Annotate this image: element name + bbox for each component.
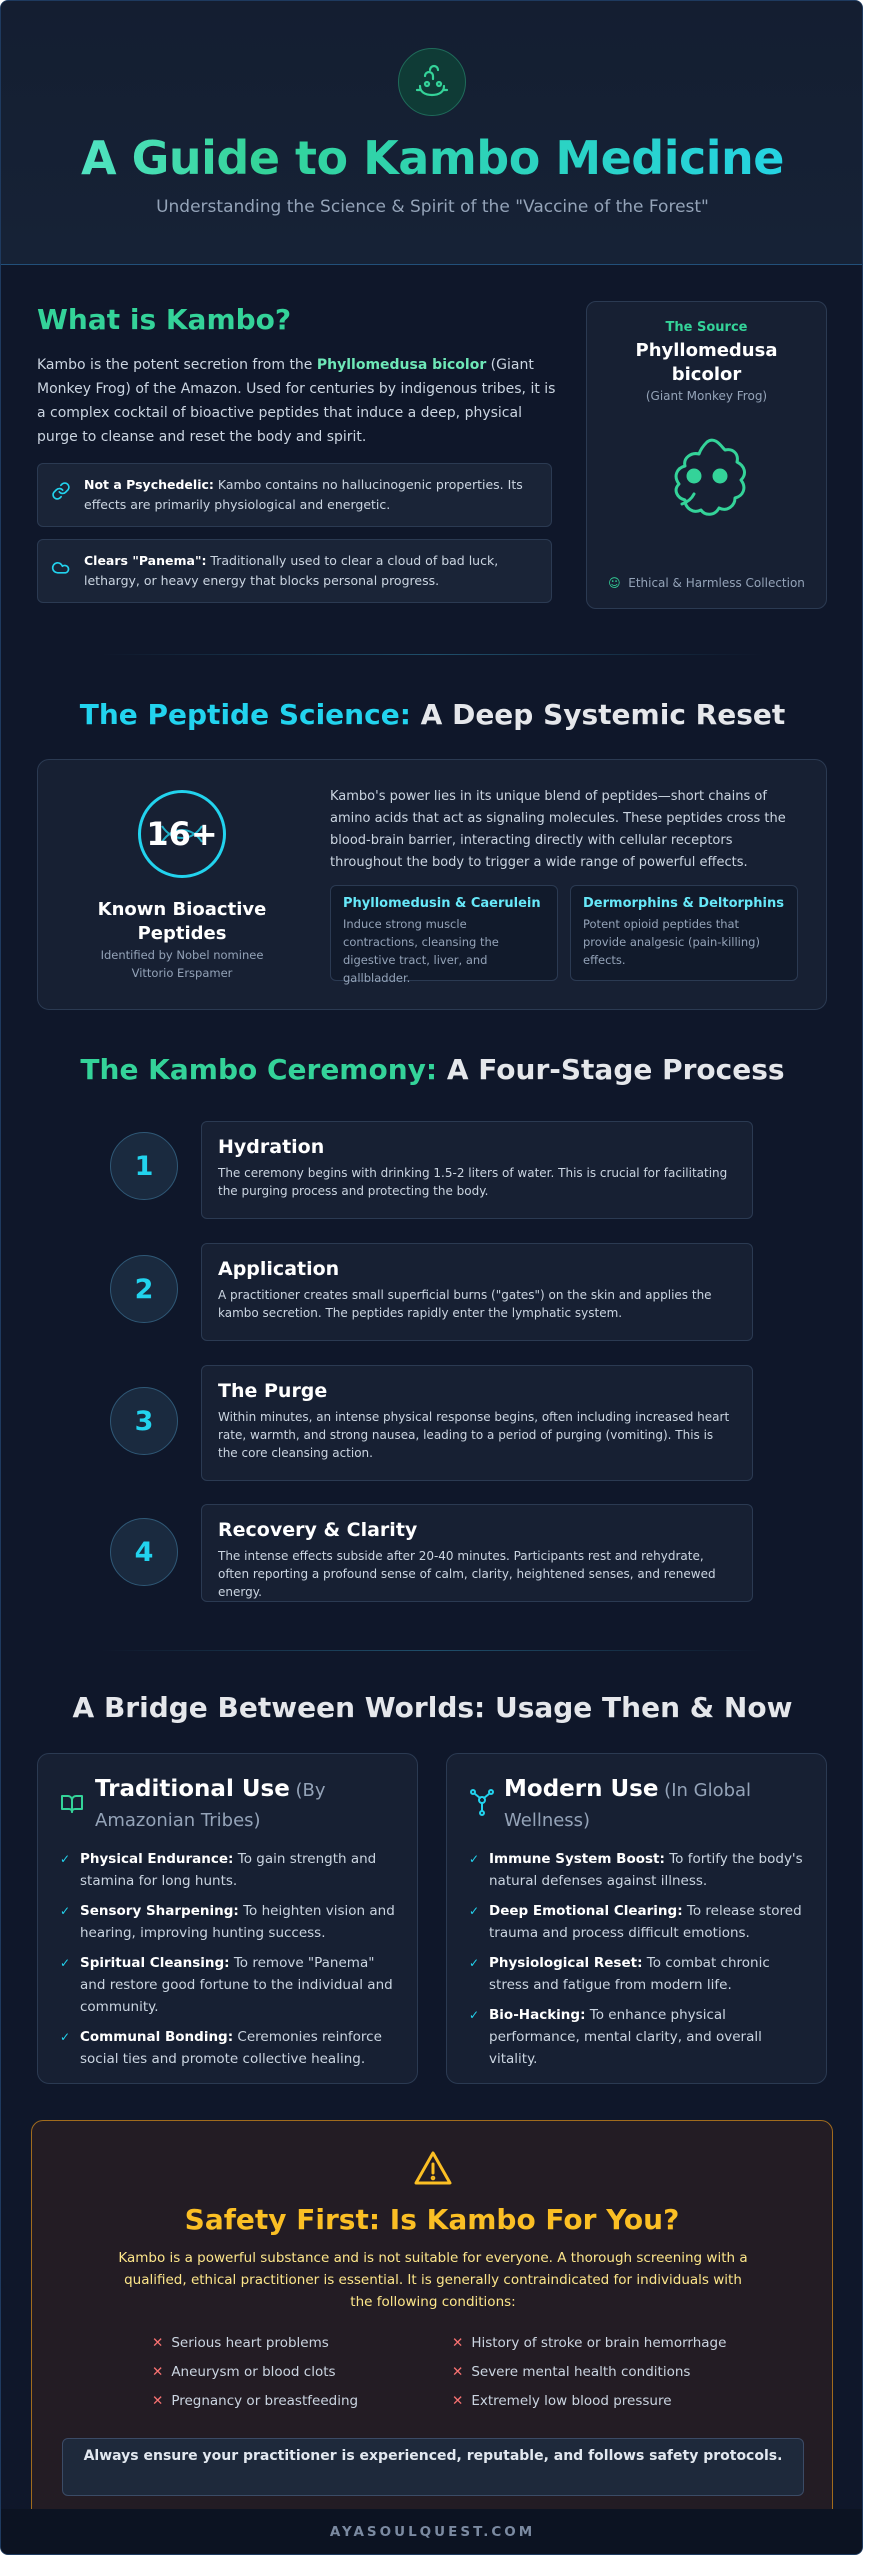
safety-text: Kambo is a powerful substance and is not suitable for everyone. A thorough screening with a qualified, ethical practitioner is essential. It is generally contraindicated for individuals with the following conditions:	[118, 2250, 748, 2310]
fact-clears-panema: Clears "Panema": Traditionally used to clear a cloud of bad luck, lethargy, or heavy energy that blocks personal progress.	[37, 539, 552, 603]
peptide-count-badge: 16+	[138, 790, 226, 878]
check-icon: ✓	[60, 1956, 71, 1970]
list-item: ✓ Physical Endurance: To gain strength and stamina for long hunts.	[60, 1848, 400, 1892]
list-item: ✓ Physiological Reset: To combat chronic stress and fatigue from modern life.	[469, 1952, 809, 1996]
check-icon: ✓	[469, 1904, 480, 1918]
ceremony-section-title: The Kambo Ceremony: A Four-Stage Process	[80, 1053, 785, 1086]
x-icon: ✕	[452, 2364, 464, 2380]
modern-use-title: Modern Use (In Global Wellness)	[504, 1776, 752, 1831]
peptide-description: Kambo's power lies in its unique blend of peptides—short chains of amino acids that act as signaling molecules. These peptides cross the blood-brain barrier, interacting directly with cellular receptors throughout the body to trigger a wide range of powerful effects.	[330, 789, 786, 870]
safety-reminder: Always ensure your practitioner is experienced, reputable, and follows safety protocols.	[62, 2438, 804, 2496]
link-icon	[51, 481, 71, 507]
step-number: 4	[110, 1518, 178, 1586]
traditional-use-card	[37, 1753, 418, 2084]
peptide-count-note: Identified by Nobel nominee Vittorio Erspamer	[100, 948, 264, 980]
modern-use-list	[469, 1848, 809, 2078]
step-card-hydration: Hydration The ceremony begins with drinking 1.5-2 liters of water. This is crucial for facilitating the purging process and protecting the body.	[201, 1121, 753, 1219]
step-card-application: Application A practitioner creates small superficial burns ("gates") on the skin and applies the kambo secretion. The peptides rapidly enter the lymphatic system.	[201, 1243, 753, 1341]
source-card	[586, 301, 827, 609]
source-species: Phyllomedusa bicolor	[635, 340, 778, 385]
molecule-icon	[469, 1786, 495, 1820]
step-number: 1	[110, 1132, 178, 1200]
contraindication: ✕ Severe mental health conditions	[452, 2364, 691, 2380]
list-item: ✓ Sensory Sharpening: To heighten vision and hearing, improving hunting success.	[60, 1900, 400, 1944]
warning-icon	[413, 2150, 453, 2190]
safety-section	[31, 2120, 833, 2526]
bridge-section-title: A Bridge Between Worlds: Usage Then & Now	[72, 1691, 793, 1724]
section-divider	[101, 1650, 764, 1651]
list-item: ✓ Communal Bonding: Ceremonies reinforce social ties and promote collective healing.	[60, 2026, 400, 2070]
smile-icon: ☺	[608, 576, 621, 590]
site-footer[interactable]: AYASOULQUEST.COM	[1, 2509, 863, 2555]
check-icon: ✓	[60, 1852, 71, 1866]
x-icon: ✕	[452, 2335, 464, 2351]
frog-secretion-icon	[642, 420, 772, 550]
contraindication: ✕ Pregnancy or breastfeeding	[152, 2393, 359, 2409]
step-number: 3	[110, 1387, 178, 1455]
check-icon: ✓	[469, 1956, 480, 1970]
contraindication: ✕ Extremely low blood pressure	[452, 2393, 672, 2409]
what-is-kambo-title: What is Kambo?	[37, 303, 292, 336]
x-icon: ✕	[152, 2393, 164, 2409]
step-card-recovery: Recovery & Clarity The intense effects subside after 20-40 minutes. Participants rest and rehydrate, often reporting a profound sense of calm, clarity, heightened senses, and renewed energy.	[201, 1504, 753, 1602]
peptide-group: Phyllomedusin & Caerulein Induce strong muscle contractions, cleansing the digestive tract, liver, and gallbladder.	[330, 885, 558, 981]
peptide-group: Dermorphins & Deltorphins Potent opioid peptides that provide analgesic (pain-killing) effects.	[570, 885, 798, 981]
x-icon: ✕	[152, 2335, 164, 2351]
check-icon: ✓	[60, 2030, 71, 2044]
peptide-count-label: Known Bioactive Peptides	[97, 899, 267, 944]
source-footer: ☺ Ethical & Harmless Collection	[608, 576, 805, 590]
contraindication: ✕ Serious heart problems	[152, 2335, 329, 2351]
section-divider	[101, 654, 764, 655]
frog-logo-icon	[398, 48, 466, 116]
fact-not-psychedelic: Not a Psychedelic: Kambo contains no hallucinogenic properties. Its effects are primarily physiological and energetic.	[37, 463, 552, 527]
what-is-kambo-intro: Kambo is the potent secretion from the Phyllomedusa bicolor (Giant Monkey Frog) of the Amazon. Used for centuries by indigenous tribes, it is a complex cocktail of bioactive peptides that induce a deep, physical purge to cleanse and reset the body and spirit.	[37, 357, 556, 445]
contraindication: ✕ History of stroke or brain hemorrhage	[452, 2335, 727, 2351]
traditional-use-title: Traditional Use (By Amazonian Tribes)	[95, 1776, 326, 1831]
cloud-icon	[51, 557, 71, 583]
species-name: Phyllomedusa bicolor	[316, 357, 487, 373]
check-icon: ✓	[469, 2008, 480, 2022]
check-icon: ✓	[469, 1852, 480, 1866]
page-title: A Guide to Kambo Medicine	[1, 131, 863, 185]
page-subtitle: Understanding the Science & Spirit of the "Vaccine of the Forest"	[156, 197, 709, 217]
book-icon	[60, 1792, 84, 1820]
step-number: 2	[110, 1255, 178, 1323]
contraindication: ✕ Aneurysm or blood clots	[152, 2364, 336, 2380]
source-common-name: (Giant Monkey Frog)	[645, 389, 768, 403]
modern-use-card	[446, 1753, 827, 2084]
list-item: ✓ Deep Emotional Clearing: To release stored trauma and process difficult emotions.	[469, 1900, 809, 1944]
peptide-section-title: The Peptide Science: A Deep Systemic Reset	[79, 698, 786, 731]
list-item: ✓ Immune System Boost: To fortify the body's natural defenses against illness.	[469, 1848, 809, 1892]
check-icon: ✓	[60, 1904, 71, 1918]
list-item: ✓ Bio-Hacking: To enhance physical performance, mental clarity, and overall vitality.	[469, 2004, 809, 2070]
header	[1, 1, 863, 265]
x-icon: ✕	[452, 2393, 464, 2409]
list-item: ✓ Spiritual Cleansing: To remove "Panema" and restore good fortune to the individual and community.	[60, 1952, 400, 2018]
safety-title: Safety First: Is Kambo For You?	[184, 2203, 680, 2236]
source-label: The Source	[665, 320, 748, 335]
step-card-purge: The Purge Within minutes, an intense physical response begins, often including increased heart rate, warmth, and strong nausea, leading to a period of purging (vomiting). This is the core cleansing action.	[201, 1365, 753, 1481]
peptide-card	[37, 759, 827, 1010]
traditional-use-list	[60, 1848, 400, 2078]
x-icon: ✕	[152, 2364, 164, 2380]
